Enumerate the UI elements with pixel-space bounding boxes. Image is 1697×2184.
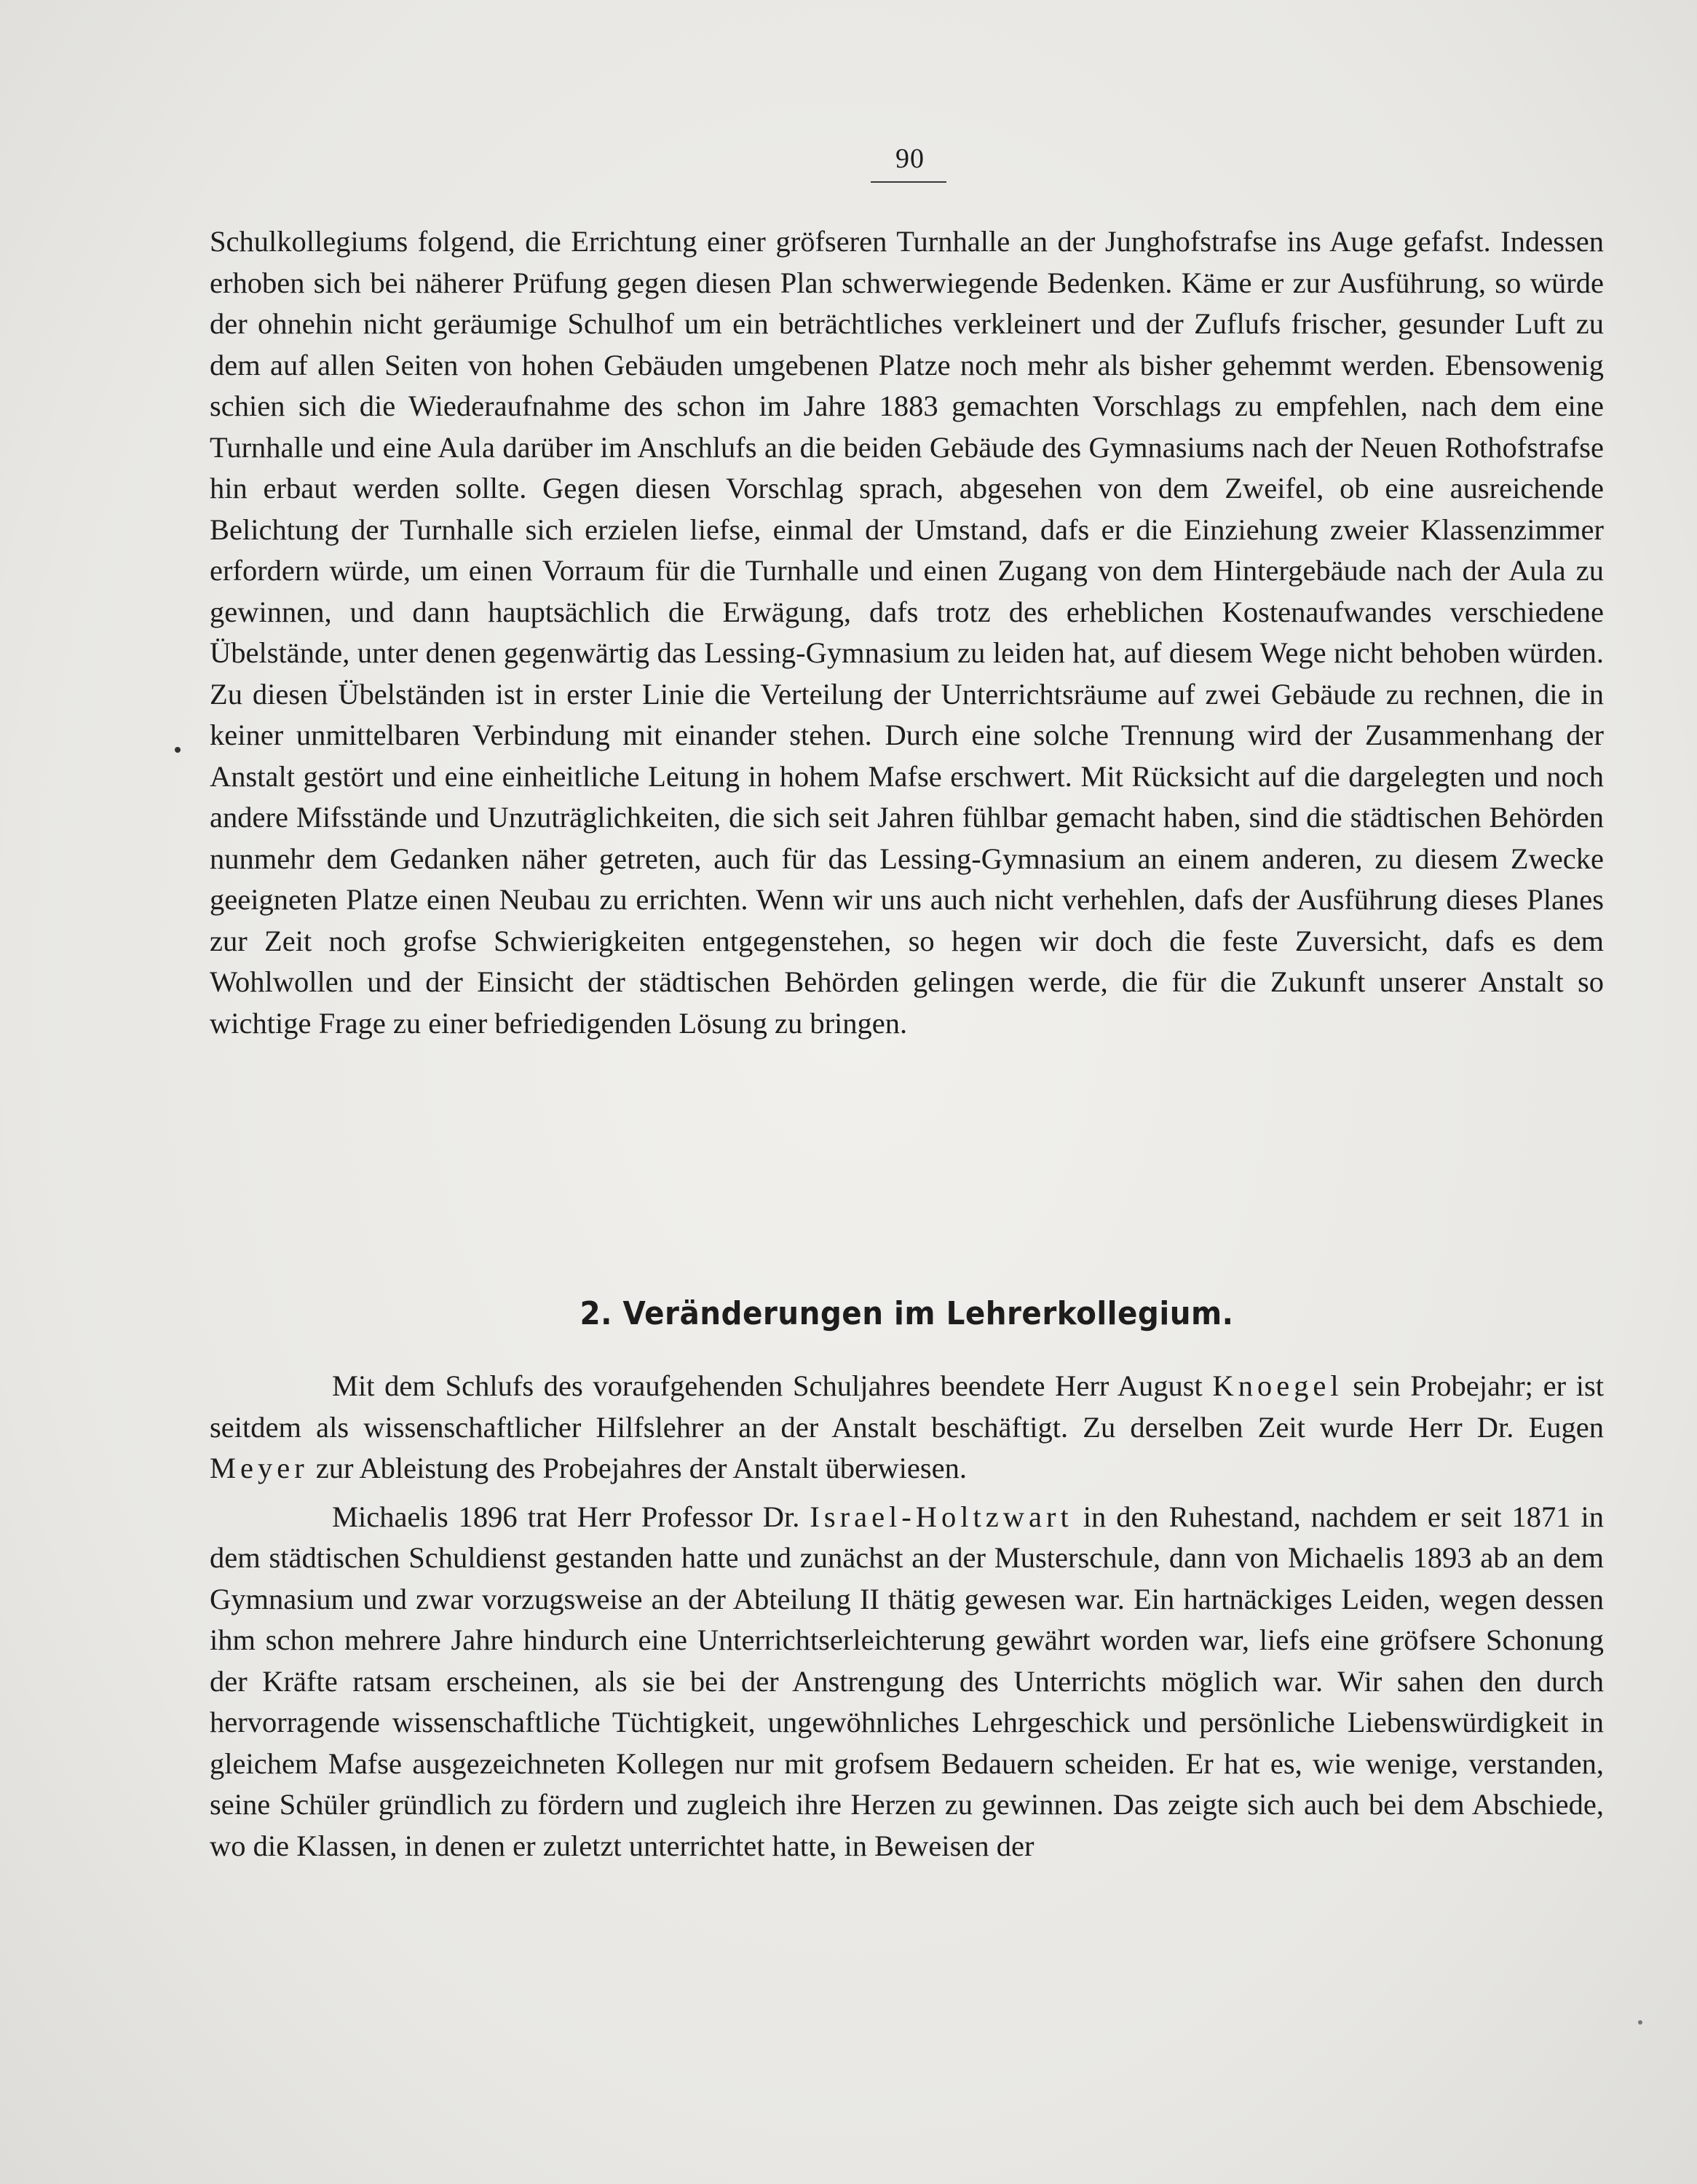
page-number-rule (871, 181, 946, 183)
paragraph-3-text-1: Michaelis 1896 trat Herr Professor Dr. (332, 1500, 800, 1533)
person-name-meyer: Meyer (210, 1452, 309, 1484)
person-name-knoegel: Knoegel (1212, 1369, 1343, 1402)
section-heading: 2. Veränderungen im Lehrerkollegium. (579, 1295, 1234, 1332)
paragraph-retirement (210, 1497, 1604, 1867)
paragraph-probation-year (210, 1366, 1604, 1489)
person-name-israel-holtzwart: Israel-Holtzwart (810, 1500, 1073, 1533)
paragraph-2-text-3: zur Ableistung des Probejahres der Anstalt überwiesen. (315, 1452, 967, 1484)
paragraph-2-text-2: sein Probejahr; er ist seitdem als wissenschaftlicher Hilfslehrer an der Anstalt beschäftigt. Zu derselben Zeit wurde Herr Dr. Eugen (210, 1369, 1605, 1444)
scan-speck (1638, 2020, 1642, 2025)
page-number: 90 (895, 143, 925, 174)
paragraph-2-text-1: Mit dem Schlufs des voraufgehenden Schuljahres beendete Herr August (332, 1369, 1203, 1402)
paragraph-school-building: Schulkollegiums folgend, die Errichtung einer gröfseren Turnhalle an der Junghofstrafse ins Auge gefafst. Indessen erhoben sich bei näherer Prüfung gegen diesen Plan schwerwiegende Bedenken. Käme er zur Ausführung, so würde der ohnehin nicht geräumige Schulhof um ein beträchtliches verkleinert und der Zuflufs frischer, gesunder Luft zu dem auf allen Seiten von hohen Gebäuden umgebenen Platze noch mehr als bisher gehemmt werden. Ebensowenig schien sich die Wiederaufnahme des schon im Jahre 1883 gemachten Vorschlags zu empfehlen, nach dem eine Turnhalle und eine Aula darüber im Anschlufs an die beiden Gebäude des Gymnasiums nach der Neuen Rothofstrafse hin erbaut werden sollte. Gegen diesen Vorschlag sprach, abgesehen von dem Zweifel, ob eine ausreichende Belichtung der Turnhalle sich erzielen liefse, einmal der Umstand, dafs er die Einziehung zweier Klassenzimmer erfordern würde, um einen Vorraum für die Turnhalle und einen Zugang von dem Hintergebäude nach der Aula zu gewinnen, und dann hauptsächlich die Erwägung, dafs trotz des erheblichen Kostenaufwandes verschiedene Übelstände, unter denen gegenwärtig das Lessing-Gymnasium zu leiden hat, auf diesem Wege nicht behoben würden. Zu diesen Übelständen ist in erster Linie die Verteilung der Unterrichtsräume auf zwei Gebäude zu rechnen, die in keiner unmittelbaren Verbindung mit einander stehen. Durch eine solche Trennung wird der Zusammenhang der Anstalt gestört und eine einheitliche Leitung in hohem Mafse erschwert. Mit Rücksicht auf die dargelegten und noch andere Mifsstände und Unzuträglichkeiten, die sich seit Jahren fühlbar gemacht haben, sind die städtischen Behörden nunmehr dem Gedanken näher getreten, auch für das Lessing-Gymnasium an einem anderen, zu diesem Zwecke geeigneten Platze einen Neubau zu errichten. Wenn wir uns auch nicht verhehlen, dafs der Ausführung dieses Planes zur Zeit noch grofse Schwierigkeiten entgegenstehen, so hegen wir doch die feste Zuversicht, dafs es dem Wohlwollen und der Einsicht der städtischen Behörden gelingen werde, die für die Zukunft unserer Anstalt so wichtige Frage zu einer befriedigenden Lösung zu bringen. (210, 225, 1604, 1040)
text-block-top (210, 221, 1604, 1044)
scan-speck (175, 747, 181, 753)
paragraph-3-text-2: in den Ruhestand, nachdem er seit 1871 in dem städtischen Schuldienst gestanden hatte und zunächst an der Musterschule, dann von Michaelis 1893 ab an dem Gymnasium und zwar vorzugsweise an der Abteilung II thätig gewesen war. Ein hartnäckiges Leiden, wegen dessen ihm schon mehrere Jahre hindurch eine Unterrichtserleichterung gewährt worden war, liefs eine gröfsere Schonung der Kräfte ratsam erscheinen, als sie bei der Anstrengung des Unterrichts möglich war. Wir sahen den durch hervorragende wissenschaftliche Tüchtigkeit, ungewöhnliches Lehrgeschick und persönliche Liebenswürdigkeit in gleichem Mafse ausgezeichneten Kollegen nur mit grofsem Bedauern scheiden. Er hat es, wie wenige, verstanden, seine Schüler gründlich zu fördern und zugleich ihre Herzen zu gewinnen. Das zeigte sich auch bei dem Abschiede, wo die Klassen, in denen er zuletzt unterrichtet hatte, in Beweisen der (210, 1500, 1605, 1862)
text-block-bottom (210, 1366, 1604, 1867)
